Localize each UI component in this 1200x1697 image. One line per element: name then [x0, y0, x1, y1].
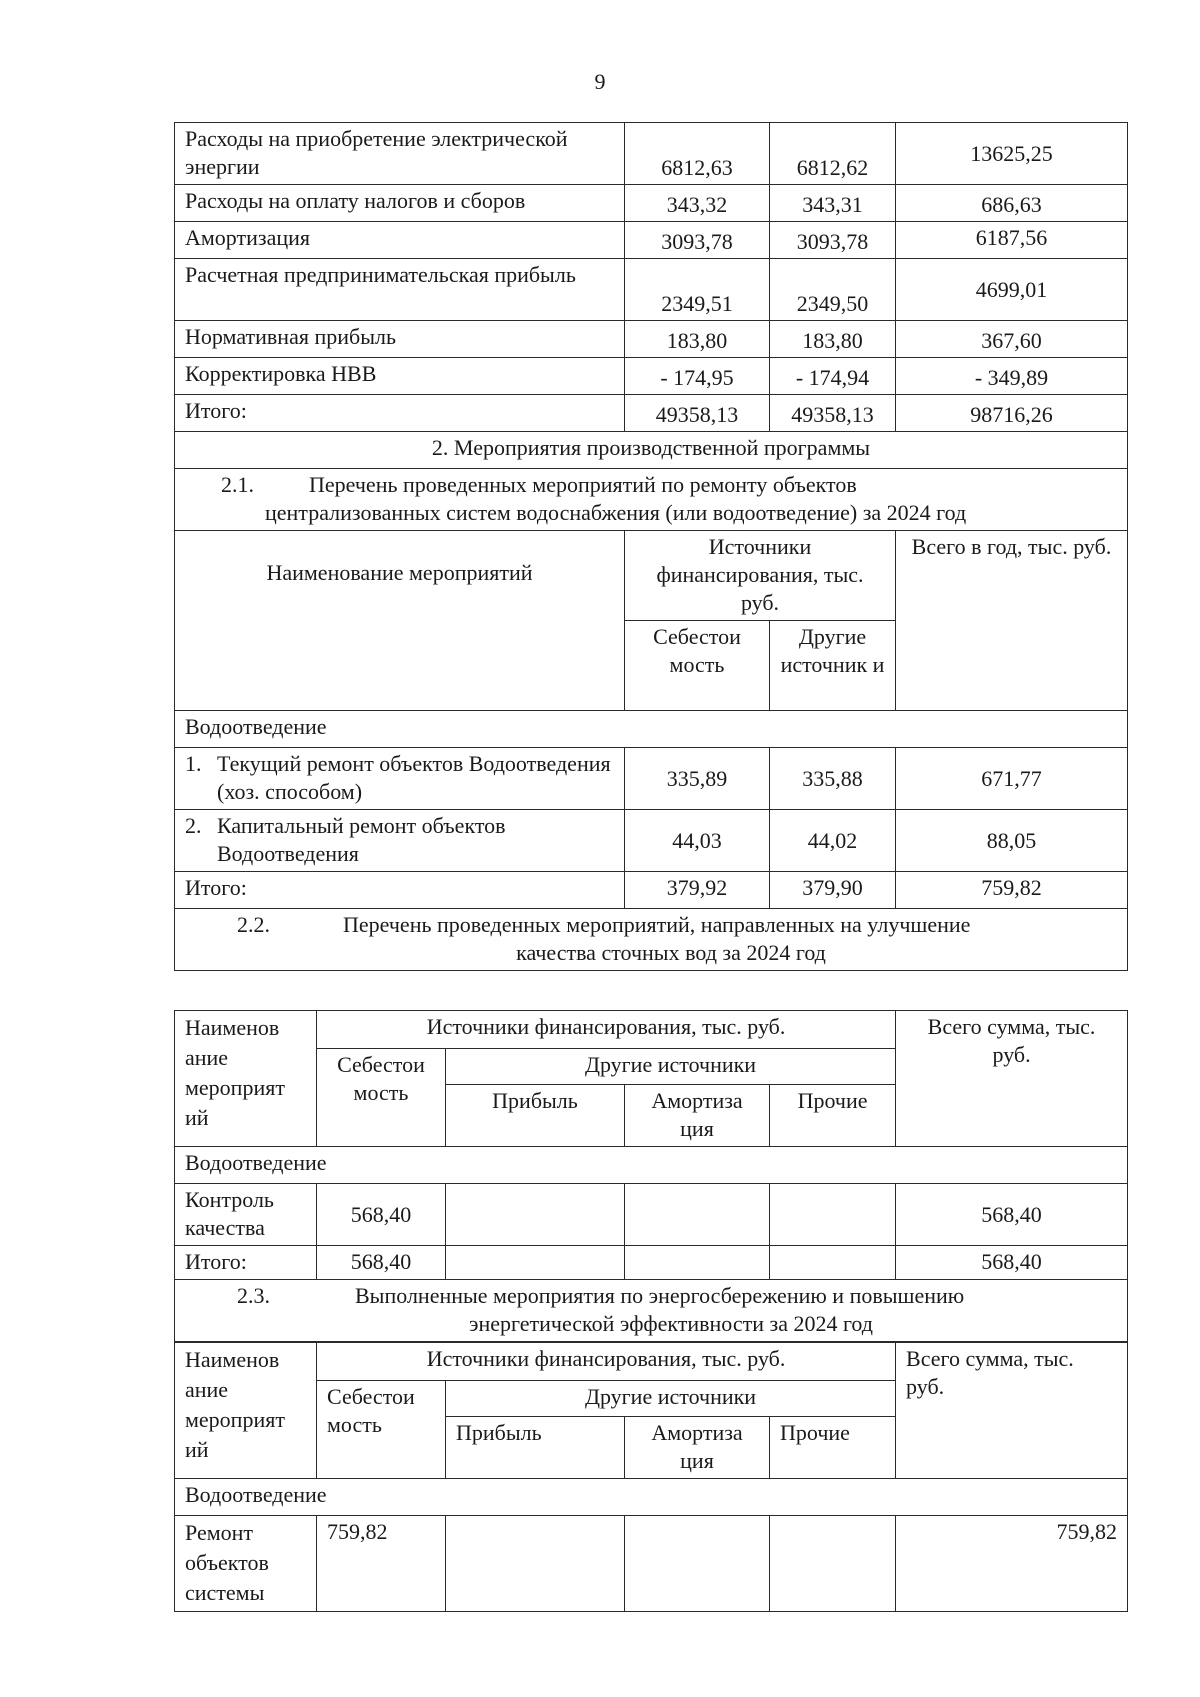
item-number: 1. — [185, 751, 202, 776]
cost-total: - 349,89 — [896, 358, 1128, 395]
total-misc — [770, 1246, 896, 1280]
col-header-name: Наименов ание мероприят ий — [175, 1011, 317, 1147]
total-label: Итого: — [175, 1246, 317, 1280]
col-header-profit: Прибыль — [446, 1417, 625, 1479]
cost-label: Корректировка НВВ — [175, 358, 625, 395]
cost-value-2: 2349,50 — [770, 259, 896, 321]
cost-value-2: 3093,78 — [770, 222, 896, 259]
col-header-other: Другие источники — [446, 1049, 896, 1085]
cost-row — [175, 259, 1128, 321]
cost-row — [175, 123, 1128, 185]
section-2-3-heading — [175, 1280, 1128, 1342]
page-number: 9 — [594, 69, 606, 94]
cost-total: 13625,25 — [896, 123, 1128, 185]
col-header-sources: Источники финансирования, тыс. руб. — [317, 1011, 896, 1049]
cost-total: 98716,26 — [896, 395, 1128, 432]
col-header-sources: Источники финансирования, тыс. руб. — [317, 1343, 896, 1381]
cost-row — [175, 185, 1128, 222]
col-header-cost: Себестои мость — [317, 1049, 446, 1147]
total-value-2: 379,90 — [770, 872, 896, 909]
energy-table — [174, 1342, 1128, 1612]
cost-value-2: 6812,62 — [770, 123, 896, 185]
energy-profit — [446, 1516, 625, 1612]
col-header-total: Всего сумма, тыс. руб. — [896, 1343, 1128, 1479]
cost-total: 4699,01 — [896, 259, 1128, 321]
total-label: Итого: — [175, 872, 625, 909]
col-header-cost: Себестои мость — [317, 1381, 446, 1479]
section-2-1-heading — [175, 469, 1128, 531]
cost-label: Расчетная предпринимательская прибыль — [175, 259, 625, 321]
cost-value-1: 49358,13 — [625, 395, 770, 432]
col-header-cost: Себестои мость — [625, 621, 770, 711]
col-header-name: Наименов ание мероприят ий — [175, 1343, 317, 1479]
cost-label: Амортизация — [175, 222, 625, 259]
quality-profit — [446, 1184, 625, 1246]
cost-total: 686,63 — [896, 185, 1128, 222]
quality-cost: 568,40 — [317, 1184, 446, 1246]
col-header-name: Наименование мероприятий — [175, 531, 625, 711]
cost-label: Нормативная прибыль — [175, 321, 625, 358]
cost-value-1: 2349,51 — [625, 259, 770, 321]
col-header-total: Всего сумма, тыс. руб. — [896, 1011, 1128, 1147]
quality-table — [174, 1010, 1128, 1342]
cost-label: Расходы на оплату налогов и сборов — [175, 185, 625, 222]
cost-value-1: 6812,63 — [625, 123, 770, 185]
cost-value-1: 343,32 — [625, 185, 770, 222]
repair-label: Текущий ремонт объектов Водоотведения (хоз. способом) — [217, 751, 611, 804]
cost-row — [175, 321, 1128, 358]
quality-row — [175, 1184, 1128, 1246]
section-title-line2: централизованных систем водоснабжения (или водоотведение) за 2024 год — [265, 500, 967, 525]
section-2-2-heading — [175, 909, 1128, 971]
repair-label-cell — [175, 810, 625, 872]
repair-value-1: 335,89 — [625, 748, 770, 810]
group-row: Водоотведение — [175, 711, 1128, 748]
col-header-total: Всего в год, тыс. руб. — [896, 531, 1128, 711]
energy-label: Ремонт объектов системы — [175, 1516, 317, 1612]
cost-row — [175, 222, 1128, 259]
total-total: 759,82 — [896, 872, 1128, 909]
cost-value-2: 183,80 — [770, 321, 896, 358]
cost-value-1: - 174,95 — [625, 358, 770, 395]
energy-cost: 759,82 — [317, 1516, 446, 1612]
repair-total: 88,05 — [896, 810, 1128, 872]
group-row: Водоотведение — [175, 1479, 1128, 1516]
total-amort — [625, 1246, 770, 1280]
total-total: 568,40 — [896, 1246, 1128, 1280]
quality-total: 568,40 — [896, 1184, 1128, 1246]
cost-value-1: 183,80 — [625, 321, 770, 358]
col-header-profit: Прибыль — [446, 1085, 625, 1147]
repair-row — [175, 810, 1128, 872]
cost-label: Итого: — [175, 395, 625, 432]
col-header-sources: Источники финансирования, тыс. руб. — [625, 531, 896, 621]
cost-total: 6187,56 — [896, 222, 1128, 259]
cost-label: Расходы на приобретение электрической энергии — [175, 123, 625, 185]
energy-amort — [625, 1516, 770, 1612]
cost-value-2: - 174,94 — [770, 358, 896, 395]
quality-misc — [770, 1184, 896, 1246]
quality-label: Контроль качества — [175, 1184, 317, 1246]
col-header-misc: Прочие — [770, 1085, 896, 1147]
repair-value-1: 44,03 — [625, 810, 770, 872]
col-header-other: Другие источники — [446, 1381, 896, 1417]
col-header-amort: Амортиза ция — [625, 1417, 770, 1479]
energy-misc — [770, 1516, 896, 1612]
quality-amort — [625, 1184, 770, 1246]
repair-label: Капитальный ремонт объектов Водоотведения — [217, 813, 506, 866]
repair-row — [175, 748, 1128, 810]
repair-total: 671,77 — [896, 748, 1128, 810]
total-value-1: 379,92 — [625, 872, 770, 909]
quality-total-row — [175, 1246, 1128, 1280]
total-cost: 568,40 — [317, 1246, 446, 1280]
cost-value-1: 3093,78 — [625, 222, 770, 259]
item-number: 2. — [185, 813, 202, 838]
cost-row — [175, 358, 1128, 395]
cost-value-2: 343,31 — [770, 185, 896, 222]
repair-value-2: 335,88 — [770, 748, 896, 810]
section-title-line2: энергетической эффективности за 2024 год — [469, 1311, 873, 1336]
section-number: 2.1. — [221, 472, 254, 497]
repair-total-row — [175, 872, 1128, 909]
section-title-line1: Выполненные мероприятия по энергосбережению и повышению — [355, 1283, 965, 1308]
energy-row — [175, 1516, 1128, 1612]
section-title-line1: Перечень проведенных мероприятий по ремонту объектов — [309, 472, 857, 497]
section-number: 2.2. — [237, 912, 270, 937]
section-title-line1: Перечень проведенных мероприятий, направленных на улучшение — [343, 912, 971, 937]
section-number: 2.3. — [237, 1283, 270, 1308]
energy-total: 759,82 — [896, 1516, 1128, 1612]
cost-total-row — [175, 395, 1128, 432]
cost-value-2: 49358,13 — [770, 395, 896, 432]
section-title-line2: качества сточных вод за 2024 год — [516, 940, 826, 965]
cost-total: 367,60 — [896, 321, 1128, 358]
repair-label-cell — [175, 748, 625, 810]
repair-value-2: 44,02 — [770, 810, 896, 872]
col-header-amort: Амортиза ция — [625, 1085, 770, 1147]
col-header-misc: Прочие — [770, 1417, 896, 1479]
section-2-title: 2. Мероприятия производственной программы — [175, 432, 1128, 469]
total-profit — [446, 1246, 625, 1280]
col-header-other: Другие источник и — [770, 621, 896, 711]
group-row: Водоотведение — [175, 1147, 1128, 1184]
costs-and-repairs-table — [174, 122, 1128, 971]
